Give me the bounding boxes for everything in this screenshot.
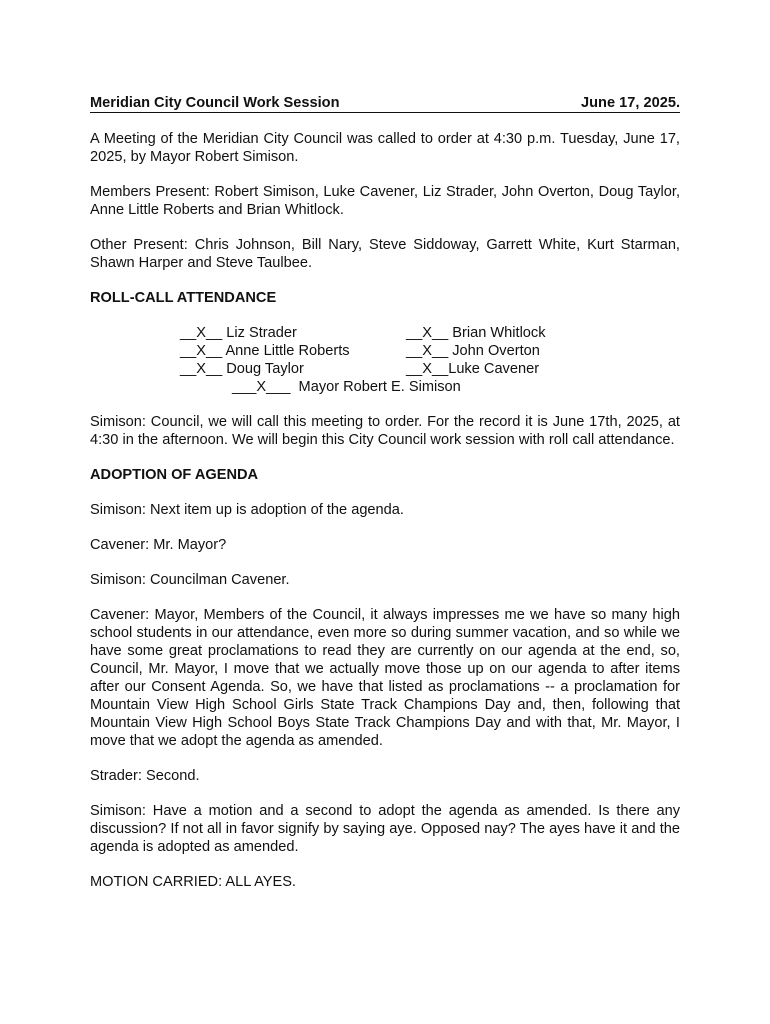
motion-result: MOTION CARRIED: ALL AYES. bbox=[90, 874, 296, 890]
other-present-paragraph: Other Present: Chris Johnson, Bill Nary, Steve Siddoway, Garrett White, Kurt Starman, Shawn Harper and Steve Taulbee. bbox=[90, 237, 680, 271]
attendance-item: __X__ Doug Taylor bbox=[180, 361, 304, 377]
agenda-heading: ADOPTION OF AGENDA bbox=[90, 467, 259, 483]
statement-paragraph: Simison: Next item up is adoption of the agenda. bbox=[90, 502, 404, 518]
members-present-paragraph: Members Present: Robert Simison, Luke Cavener, Liz Strader, John Overton, Doug Taylor, Anne Little Roberts and Brian Whitlock. bbox=[90, 184, 680, 218]
statement-paragraph: Simison: Have a motion and a second to adopt the agenda as amended. Is there any discussion? If not all in favor signify by saying aye. Opposed nay? The ayes have it and the agenda is adopted as amended. bbox=[90, 803, 680, 855]
attendance-mayor: ___X___ Mayor Robert E. Simison bbox=[232, 379, 461, 395]
attendance-item: __X__ Brian Whitlock bbox=[406, 325, 546, 341]
document-title: Meridian City Council Work Session bbox=[90, 95, 340, 111]
roll-call-heading: ROLL-CALL ATTENDANCE bbox=[90, 290, 277, 306]
intro-paragraph: A Meeting of the Meridian City Council was called to order at 4:30 p.m. Tuesday, June 17, 2025, by Mayor Robert Simison. bbox=[90, 131, 680, 165]
statement-paragraph: Simison: Councilman Cavener. bbox=[90, 572, 290, 588]
attendance-list bbox=[90, 324, 680, 396]
document-header bbox=[90, 95, 680, 113]
document-date: June 17, 2025. bbox=[581, 95, 680, 111]
statement-paragraph: Cavener: Mayor, Members of the Council, it always impresses me we have so many high school students in our attendance, even more so during summer vacation, and so while we have some great proclamations to read they are currently on our agenda at the end, so, Council, Mr. Mayor, I move that we actually move those up on our agenda to after items after our Consent Agenda. So, we have that listed as proclamations -- a proclamation for Mountain View High School Girls State Track Champions Day and, then, following that Mountain View High School Boys State Track Champions Day and with that, Mr. Mayor, I move that we adopt the agenda as amended. bbox=[90, 607, 680, 749]
roll-call-statement: Simison: Council, we will call this meeting to order. For the record it is June 17th, 2025, at 4:30 in the afternoon. We will begin this City Council work session with roll call attendance. bbox=[90, 414, 680, 448]
statement-paragraph: Strader: Second. bbox=[90, 768, 200, 784]
statement-paragraph: Cavener: Mr. Mayor? bbox=[90, 537, 227, 553]
attendance-item: __X__ John Overton bbox=[406, 343, 540, 359]
document-page bbox=[90, 95, 680, 891]
attendance-item: __X__Luke Cavener bbox=[406, 361, 540, 377]
attendance-item: __X__ Liz Strader bbox=[180, 325, 297, 341]
attendance-item: __X__ Anne Little Roberts bbox=[180, 343, 350, 359]
